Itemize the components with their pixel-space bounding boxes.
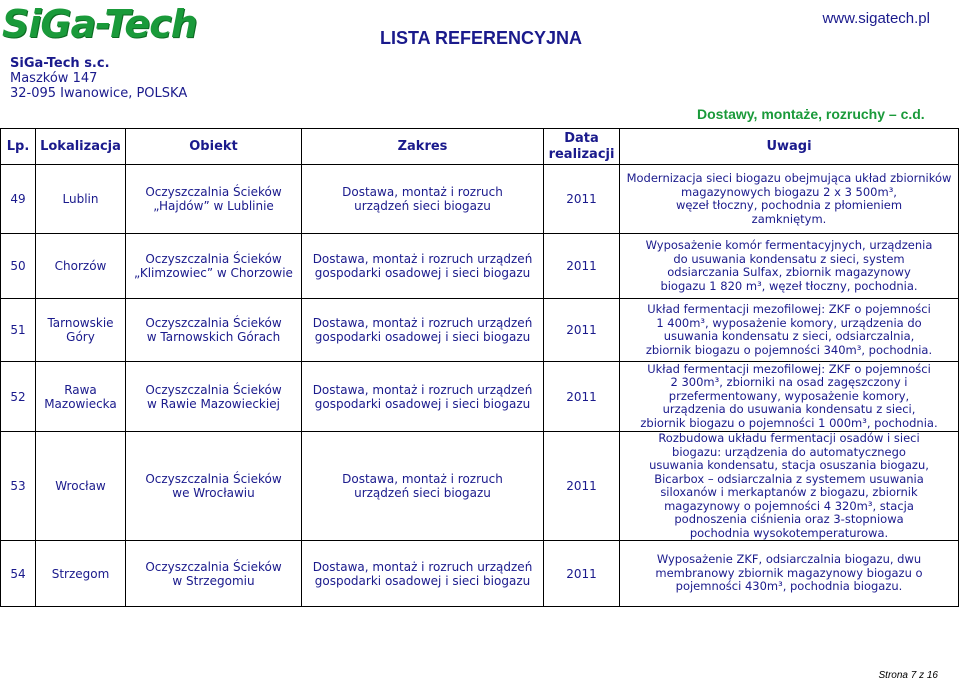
company-address: [10, 56, 187, 101]
header-obiekt: Obiekt: [126, 129, 302, 165]
cell-lokalizacja: [36, 541, 126, 607]
cell-obiekt-line: we Wrocławiu: [172, 486, 255, 500]
cell-data: 2011: [544, 165, 620, 234]
cell-zakres-line: Dostawa, montaż i rozruch urządzeń: [312, 252, 533, 266]
cell-zakres-line: gospodarki osadowej i sieci biogazu: [314, 573, 531, 588]
cell-obiekt: [126, 541, 302, 607]
cell-obiekt-line: „Klimzowiec” w Chorzowie: [134, 266, 293, 280]
cell-uwagi: [620, 234, 959, 299]
header-lp: Lp.: [1, 129, 36, 165]
cell-lokalizacja-line: Mazowiecka: [44, 396, 117, 411]
cell-lokalizacja: [36, 362, 126, 432]
company-logo: SiGa-Tech: [2, 2, 197, 46]
header-lokalizacja: Lokalizacja: [36, 129, 126, 165]
cell-lokalizacja: [36, 299, 126, 362]
cell-zakres: [302, 165, 544, 234]
cell-zakres-line: urządzeń sieci biogazu: [354, 486, 491, 500]
cell-uwagi-line: magazynowych biogazu 2 x 3 500m³,: [681, 184, 897, 199]
cell-zakres-line: Dostawa, montaż i rozruch: [342, 185, 503, 199]
cell-lokalizacja-line: Rawa: [64, 382, 97, 397]
cell-data: 2011: [544, 299, 620, 362]
cell-uwagi-line: membranowy zbiornik magazynowy biogazu o: [655, 565, 923, 580]
header-uwagi: Uwagi: [620, 129, 959, 165]
cell-zakres: [302, 432, 544, 541]
cell-lp: 51: [1, 299, 36, 362]
cell-obiekt-line: w Strzegomiu: [172, 573, 255, 588]
cell-uwagi-line: zamkniętym.: [751, 211, 827, 226]
cell-zakres-line: Dostawa, montaż i rozruch urządzeń: [312, 559, 533, 574]
page-number: Strona 7 z 16: [878, 670, 938, 681]
cell-uwagi-line: Rozbudowa układu fermentacji osadów i sieci: [658, 431, 920, 445]
cell-uwagi-line: 1 400m³, wyposażenie komory, urządzenia do: [656, 315, 922, 330]
table-row: [1, 541, 959, 607]
header-zakres: Zakres: [302, 129, 544, 165]
cell-lp: 52: [1, 362, 36, 432]
cell-data: 2011: [544, 234, 620, 299]
cell-lokalizacja-line: Chorzów: [54, 259, 107, 273]
cell-lp: 54: [1, 541, 36, 607]
cell-uwagi-line: biogazu 1 820 m³, węzeł tłoczny, pochodnia.: [660, 278, 918, 293]
cell-uwagi-line: zbiornik biogazu o pojemności 340m³, pochodnia.: [645, 342, 933, 357]
cell-uwagi-line: podnoszenia ciśnienia oraz 3-stopniowa: [674, 512, 904, 526]
cell-lokalizacja: [36, 432, 126, 541]
cell-lokalizacja-line: Lublin: [62, 192, 99, 206]
cell-zakres-line: Dostawa, montaż i rozruch: [342, 472, 503, 486]
cell-lokalizacja: [36, 165, 126, 234]
cell-uwagi-line: Bicarbox – odsiarczalnia z systemem usuwania: [654, 471, 924, 486]
cell-uwagi-line: zbiornik biogazu o pojemności 1 000m³, pochodnia.: [640, 415, 938, 430]
cell-uwagi-line: Modernizacja sieci biogazu obejmująca układ zbiorników: [626, 171, 952, 185]
cell-uwagi-line: do usuwania kondensatu z sieci, system: [673, 251, 905, 266]
cell-zakres-line: Dostawa, montaż i rozruch urządzeń: [312, 316, 533, 330]
address-line-2: 32-095 Iwanowice, POLSKA: [10, 86, 188, 101]
cell-uwagi: [620, 165, 959, 234]
cell-uwagi-line: Wyposażenie komór fermentacyjnych, urządzenia: [645, 238, 933, 252]
cell-obiekt: [126, 299, 302, 362]
cell-uwagi-line: Układ fermentacji mezofilowej: ZKF o pojemności: [647, 302, 931, 316]
cell-uwagi-line: Wyposażenie ZKF, odsiarczalnia biogazu, dwu: [656, 552, 922, 567]
cell-uwagi-line: pochodnia wysokotemperaturowa.: [689, 525, 889, 540]
cell-lp: 50: [1, 234, 36, 299]
cell-obiekt-line: Oczyszczalnia Ścieków: [145, 559, 282, 574]
cell-obiekt: [126, 362, 302, 432]
cell-obiekt-line: „Hajdów” w Lublinie: [153, 199, 274, 213]
table-row: [1, 165, 959, 234]
cell-uwagi-line: Układ fermentacji mezofilowej: ZKF o pojemności: [647, 361, 931, 376]
table-row: [1, 234, 959, 299]
cell-data: 2011: [544, 362, 620, 432]
cell-obiekt: [126, 234, 302, 299]
cell-uwagi-line: odsiarczania Sulfax, zbiornik magazynowy: [667, 265, 911, 279]
table-row: [1, 362, 959, 432]
cell-uwagi-line: 2 300m³, zbiorniki na osad zagęszczony i: [670, 375, 908, 390]
cell-obiekt-line: Oczyszczalnia Ścieków: [145, 252, 282, 266]
website-link[interactable]: www.sigatech.pl: [822, 10, 930, 27]
cell-uwagi-line: urządzenia do usuwania kondensatu z sieci,: [662, 402, 916, 417]
cell-lokalizacja-line: Strzegom: [51, 566, 110, 581]
cell-lokalizacja-line: Góry: [66, 330, 95, 344]
header-data-line2: realizacji: [548, 146, 615, 162]
document-title: LISTA REFERENCYJNA: [380, 28, 583, 48]
address-line-1: Maszków 147: [10, 71, 98, 86]
company-name: SiGa-Tech s.c.: [10, 56, 110, 71]
cell-lp: 49: [1, 165, 36, 234]
cell-lokalizacja-line: Tarnowskie: [47, 316, 114, 330]
header-data-line1: Data: [564, 130, 599, 146]
cell-zakres: [302, 234, 544, 299]
cell-obiekt-line: Oczyszczalnia Ścieków: [145, 382, 282, 397]
cell-obiekt-line: w Tarnowskich Górach: [146, 330, 281, 344]
cell-lp: 53: [1, 432, 36, 541]
cell-obiekt-line: Oczyszczalnia Ścieków: [145, 185, 282, 199]
cell-obiekt-line: Oczyszczalnia Ścieków: [145, 316, 282, 330]
cell-uwagi: [620, 541, 959, 607]
cell-zakres: [302, 541, 544, 607]
cell-zakres: [302, 299, 544, 362]
table-header-row: [1, 129, 959, 165]
cell-uwagi: [620, 362, 959, 432]
cell-uwagi-line: biogazu: urządzenia do automatycznego: [672, 444, 906, 459]
reference-table: [0, 128, 959, 607]
cell-uwagi: [620, 299, 959, 362]
cell-uwagi-line: siloxanów i merkaptanów z biogazu, zbiornik: [660, 485, 918, 499]
cell-zakres-line: gospodarki osadowej i sieci biogazu: [314, 330, 531, 344]
table-row: [1, 432, 959, 541]
cell-uwagi-line: usuwania kondensatu z sieci, odsiarczalnia,: [663, 329, 915, 343]
header-data: [544, 129, 620, 165]
cell-zakres: [302, 362, 544, 432]
cell-data: 2011: [544, 432, 620, 541]
cell-zakres-line: gospodarki osadowej i sieci biogazu: [314, 396, 531, 411]
table-row: [1, 299, 959, 362]
cell-zakres-line: urządzeń sieci biogazu: [354, 199, 491, 213]
cell-zakres-line: Dostawa, montaż i rozruch urządzeń: [312, 382, 533, 397]
cell-uwagi-line: węzeł tłoczny, pochodnia z płomieniem: [675, 198, 903, 212]
services-subtitle: Dostawy, montaże, rozruchy – c.d.: [697, 106, 925, 122]
cell-obiekt: [126, 432, 302, 541]
cell-uwagi-line: pojemności 430m³, pochodnia biogazu.: [675, 579, 903, 594]
cell-uwagi-line: przefermentowany, wyposażenie komory,: [668, 388, 910, 403]
cell-uwagi-line: magazynowy o pojemności 4 320m³, stacja: [664, 498, 914, 513]
cell-obiekt-line: w Rawie Mazowieckiej: [147, 396, 280, 411]
cell-uwagi: [620, 432, 959, 541]
cell-lokalizacja: [36, 234, 126, 299]
cell-zakres-line: gospodarki osadowej i sieci biogazu: [314, 266, 531, 280]
cell-lokalizacja-line: Wrocław: [55, 479, 106, 493]
cell-data: 2011: [544, 541, 620, 607]
cell-obiekt: [126, 165, 302, 234]
cell-uwagi-line: usuwania kondensatu, stacja osuszania biogazu,: [649, 458, 929, 472]
cell-obiekt-line: Oczyszczalnia Ścieków: [145, 472, 282, 486]
